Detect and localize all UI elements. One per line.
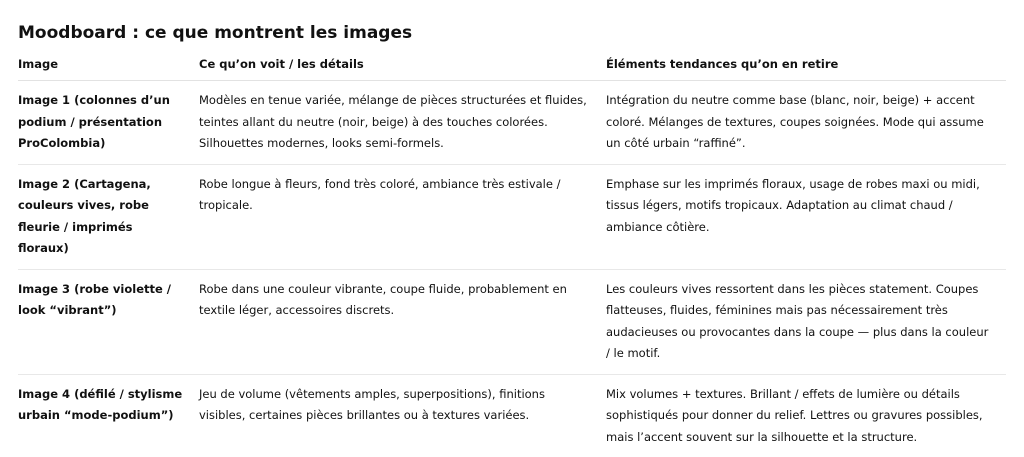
header-image: Image (18, 56, 199, 81)
cell-trends: Emphase sur les imprimés floraux, usage de robes maxi ou midi, tissus légers, motifs tropicaux. Adaptation au climat chaud / ambiance côtière. (606, 164, 1006, 269)
table-row (18, 81, 1006, 165)
cell-image: Image 2 (Cartagena, couleurs vives, robe fleurie / imprimés floraux) (18, 164, 199, 269)
table-row (18, 164, 1006, 269)
header-details: Ce qu’on voit / les détails (199, 56, 606, 81)
cell-details: Robe dans une couleur vibrante, coupe fluide, probablement en textile léger, accessoires discrets. (199, 269, 606, 374)
cell-details: Modèles en tenue variée, mélange de pièces structurées et fluides, teintes allant du neutre (noir, beige) à des touches colorées. Silhouettes modernes, looks semi-formels. (199, 81, 606, 165)
header-trends: Éléments tendances qu’on en retire (606, 56, 1006, 81)
cell-image: Image 1 (colonnes d’un podium / présentation ProColombia) (18, 81, 199, 165)
cell-image: Image 3 (robe violette / look “vibrant”) (18, 269, 199, 374)
table-header-row (18, 56, 1006, 81)
cell-trends: Mix volumes + textures. Brillant / effets de lumière ou détails sophistiqués pour donner du relief. Lettres ou gravures possibles, mais l’accent souvent sur la silhouette et la structure. (606, 386, 983, 444)
cell-image: Image 4 (défilé / stylisme urbain “mode-podium”) (18, 386, 183, 422)
page-title: Moodboard : ce que montrent les images (18, 23, 413, 43)
moodboard-table (18, 56, 1006, 457)
cell-details: Robe longue à fleurs, fond très coloré, ambiance très estivale / tropicale. (199, 164, 606, 269)
table-row (18, 269, 1006, 374)
cell-trends: Intégration du neutre comme base (blanc, noir, beige) + accent coloré. Mélanges de textures, coupes soignées. Mode qui assume un côté urbain “raffiné”. (606, 81, 1006, 165)
cell-trends: Les couleurs vives ressortent dans les pièces statement. Coupes flatteuses, fluides, féminines mais pas nécessairement très audacieuses ou provocantes dans la coupe — plus dans la couleur / le motif. (606, 269, 1006, 374)
cell-details: Jeu de volume (vêtements amples, superpositions), finitions visibles, certaines pièces brillantes ou à textures variées. (199, 386, 545, 422)
table-row (18, 374, 1006, 457)
